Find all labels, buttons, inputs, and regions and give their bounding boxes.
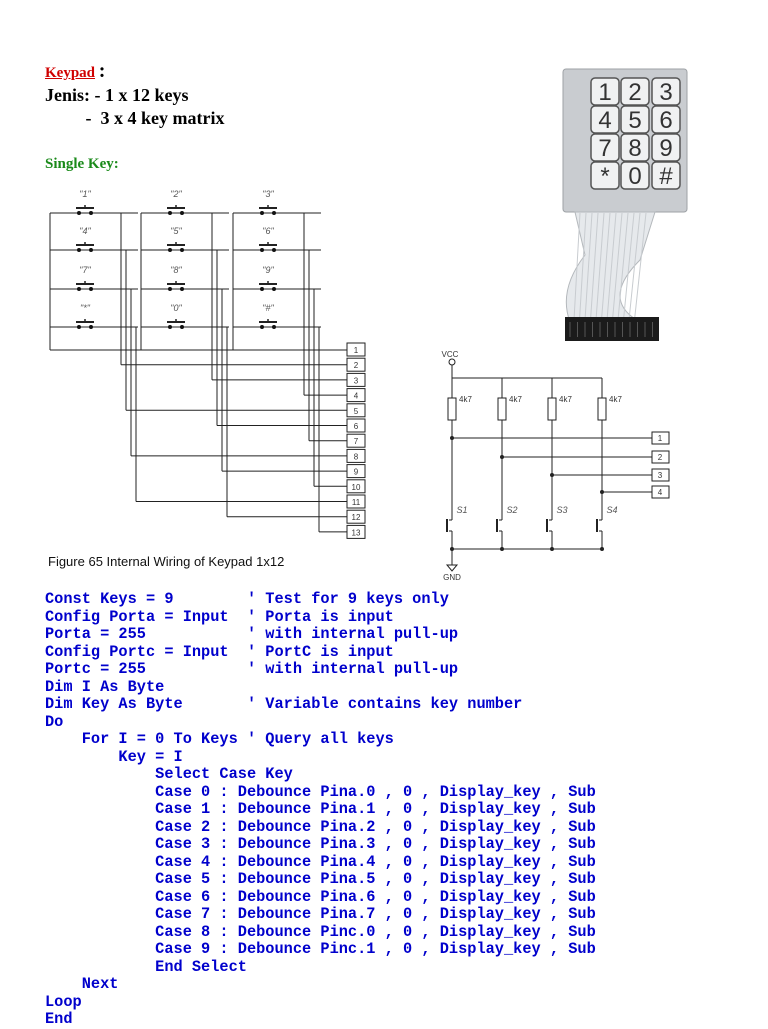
switch-contact — [272, 211, 276, 215]
keypad-key-label: 9 — [659, 135, 673, 162]
pin-number: 1 — [657, 434, 663, 443]
code-line: Select Case Key — [45, 765, 293, 783]
resistor — [448, 398, 456, 420]
code-line: Case 8 : Debounce Pinc.0 , 0 , Display_key , Sub — [45, 922, 596, 941]
keypad-key-label: # — [659, 163, 673, 190]
resistor — [498, 398, 506, 420]
code-line: Porta = 255 ' with internal pull-up — [45, 625, 459, 643]
key-label: "0" — [170, 303, 182, 313]
code-line: Case 9 : Debounce Pinc.1 , 0 , Display_key , Sub — [45, 940, 596, 958]
resistor-label: 4k7 — [459, 395, 472, 404]
switch-contact — [77, 248, 81, 252]
key-label: "7" — [79, 265, 91, 275]
switch-contact — [260, 211, 264, 215]
keypad-key-label: 2 — [628, 79, 642, 106]
keypad-1x12-wiring-diagram — [50, 189, 365, 538]
pin-number: 4 — [353, 391, 359, 401]
switch-contact — [260, 325, 264, 329]
code-line: Case 0 : Debounce Pina.0 , 0 , Display_key , Sub — [45, 782, 596, 801]
code-line: Case 7 : Debounce Pina.7 , 0 , Display_key , Sub — [45, 905, 596, 923]
switch-label: S2 — [506, 505, 518, 515]
key-label: "#" — [262, 303, 274, 313]
pin-number: 4 — [657, 488, 663, 497]
resistor-label: 4k7 — [509, 395, 522, 404]
code-line: For I = 0 To Keys ' Query all keys — [45, 730, 394, 748]
pin-number: 9 — [353, 467, 359, 477]
code-line: Portc = 255 ' with internal pull-up — [45, 660, 459, 678]
switch-contact — [180, 287, 184, 291]
pin-number: 11 — [351, 498, 361, 507]
pin-number: 2 — [353, 361, 359, 371]
pin-number: 2 — [657, 453, 663, 462]
keypad-key-label: 0 — [628, 163, 642, 190]
keypad-key-label: 1 — [598, 79, 612, 106]
code-line: Dim Key As Byte ' Variable contains key number — [45, 695, 523, 713]
keypad-key-label: 4 — [598, 107, 612, 134]
keypad-title-text: Keypad — [45, 65, 96, 81]
code-line: Case 1 : Debounce Pina.1 , 0 , Display_key , Sub — [45, 800, 596, 818]
code-line: Config Porta = Input ' Porta is input — [45, 607, 394, 626]
resistor — [548, 398, 556, 420]
key-label: "1" — [79, 189, 91, 199]
switch-contact — [77, 325, 81, 329]
switch-contact — [180, 211, 184, 215]
key-label: "5" — [170, 226, 182, 236]
pin-number: 7 — [353, 437, 359, 447]
pin-number: 6 — [353, 422, 359, 431]
switch-contact — [89, 211, 93, 215]
vcc-label: VCC — [441, 350, 459, 359]
key-label: "4" — [79, 226, 91, 236]
switch-contact — [168, 211, 172, 215]
vcc-node — [449, 359, 455, 365]
code-line: Key = I — [45, 747, 183, 766]
code-line: Config Portc = Input ' PortC is input — [45, 642, 394, 661]
keypad-photo — [563, 69, 687, 341]
switch-contact — [77, 287, 81, 291]
key-label: "*" — [80, 303, 90, 313]
switch-contact — [168, 325, 172, 329]
switch-contact — [180, 325, 184, 329]
switch-contact — [89, 287, 93, 291]
pin-number: 8 — [353, 452, 359, 462]
jenis-line-1: Jenis: - 1 x 12 keys — [45, 85, 189, 105]
keypad-key-label: 7 — [598, 135, 612, 162]
switch-label: S3 — [556, 505, 568, 515]
resistor — [598, 398, 606, 420]
code-line: Case 3 : Debounce Pina.3 , 0 , Display_key , Sub — [45, 835, 596, 853]
keypad-key-label: 5 — [628, 107, 642, 134]
switch-contact — [77, 211, 81, 215]
code-line: Case 2 : Debounce Pina.2 , 0 , Display_key , Sub — [45, 817, 596, 836]
pin-number: 12 — [351, 513, 361, 523]
keypad-matrix-schematic — [442, 350, 669, 582]
ground-icon — [447, 565, 457, 571]
switch-label: S4 — [606, 505, 618, 515]
keypad-key-label: 8 — [628, 135, 642, 162]
switch-contact — [272, 325, 276, 329]
switch-contact — [260, 287, 264, 291]
code-listing — [45, 591, 596, 1029]
jenis-line-2: - 3 x 4 key matrix — [45, 108, 225, 128]
resistor-label: 4k7 — [559, 395, 572, 404]
code-line: End — [45, 1010, 73, 1028]
code-line: Case 5 : Debounce Pina.5 , 0 , Display_key , Sub — [45, 870, 596, 888]
code-line: Dim I As Byte — [45, 677, 165, 696]
keypad-title-colon: : — [98, 60, 106, 82]
switch-contact — [168, 248, 172, 252]
key-label: "2" — [170, 189, 182, 199]
keypad-key-label: 6 — [659, 107, 673, 134]
switch-contact — [260, 248, 264, 252]
code-line: Do — [45, 712, 64, 731]
switch-contact — [168, 287, 172, 291]
figure-caption: Figure 65 Internal Wiring of Keypad 1x12 — [48, 554, 285, 569]
key-label: "8" — [170, 265, 182, 275]
pin-number: 13 — [351, 528, 361, 538]
resistor-label: 4k7 — [609, 395, 622, 404]
code-line: Next — [45, 975, 119, 993]
pin-number: 1 — [353, 346, 359, 355]
switch-label: S1 — [456, 505, 468, 515]
code-line: Case 6 : Debounce Pina.6 , 0 , Display_key , Sub — [45, 887, 596, 906]
code-line: End Select — [45, 957, 247, 976]
key-label: "6" — [262, 226, 274, 236]
key-label: "9" — [262, 265, 274, 275]
switch-contact — [180, 248, 184, 252]
code-line: Loop — [45, 992, 82, 1011]
pin-number: 10 — [351, 482, 361, 492]
key-label: "3" — [262, 189, 274, 199]
code-line: Const Keys = 9 ' Test for 9 keys only — [45, 590, 449, 608]
keypad-key-label: * — [600, 163, 610, 190]
gnd-label: GND — [443, 573, 461, 582]
switch-contact — [272, 248, 276, 252]
pin-number: 5 — [353, 406, 359, 416]
pin-number: 3 — [657, 471, 663, 480]
pin-number: 3 — [353, 376, 359, 386]
keypad-key-label: 3 — [659, 79, 673, 106]
switch-contact — [272, 287, 276, 291]
code-line: Case 4 : Debounce Pina.4 , 0 , Display_key , Sub — [45, 852, 596, 871]
switch-contact — [89, 248, 93, 252]
single-key-label: Single Key: — [45, 156, 119, 172]
switch-contact — [89, 325, 93, 329]
